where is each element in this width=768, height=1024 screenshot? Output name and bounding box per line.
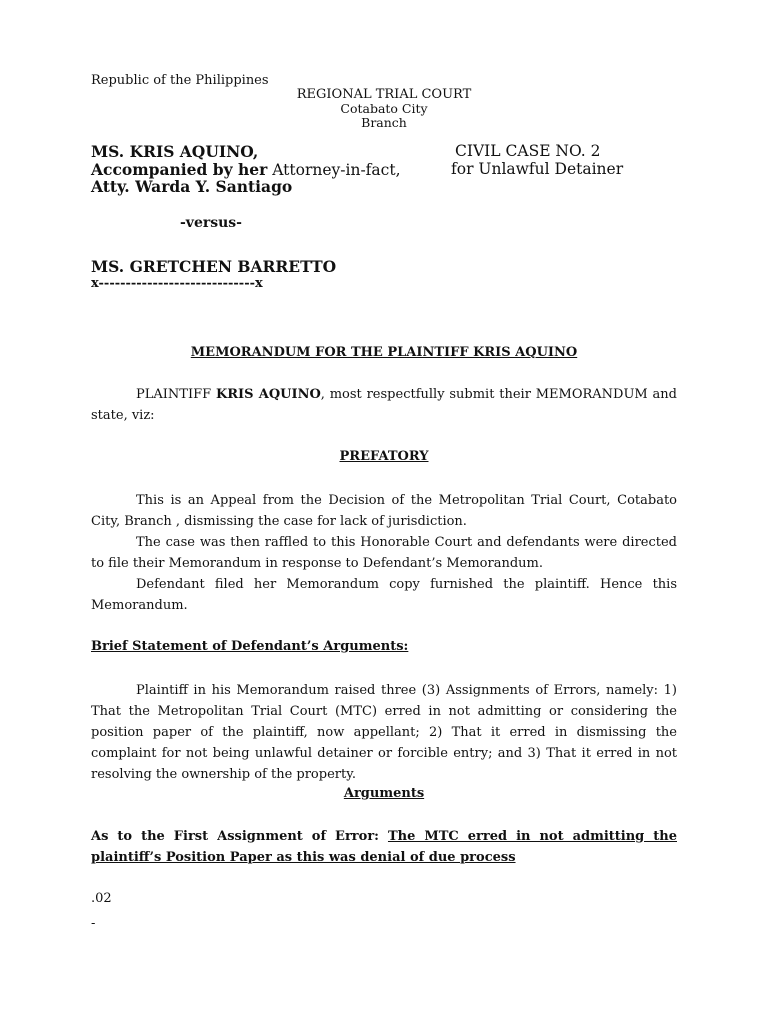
intro-prefix: PLAINTIFF (136, 387, 216, 402)
first-assignment-text: The MTC erred in not admitting the plaintiff’s Position Paper as this was denial of due process (91, 829, 677, 865)
prefatory-text-1: This is an Appeal from the Decision of the Metropolitan Trial Court, Cotabato City, Branch , dismissing the case for lack of jurisdiction. (91, 493, 677, 529)
prefatory-heading: PREFATORY (339, 449, 429, 464)
prefatory-text-2: The case was then raffled to this Honorable Court and defendants were directed to file their Memorandum in response to Defendant’s Memorandum. (91, 535, 677, 571)
defendant-name: MS. GRETCHEN BARRETTO (91, 257, 337, 276)
page-mark: .02 (91, 891, 112, 906)
accompanied-bold: Accompanied by her (91, 160, 268, 179)
brief-text: Plaintiff in his Memorandum raised three (3) Assignments of Errors, namely: 1) That the Metropolitan Trial Court (MTC) erred in not admitting or considering the position paper of the plaintiff, now appellant; 2) That it erred in dismissing the complaint for not being unlawful detainer or forcible entry; and 3) That it erred in not resolving the ownership of the property. (91, 683, 677, 782)
intro-paragraph (91, 384, 677, 426)
case-number: CIVIL CASE NO. 2 (455, 142, 601, 160)
intro-rest: , most respectfully submit their MEMORANDUM and state, viz: (91, 387, 677, 423)
caption-separator: x-----------------------------x (91, 276, 263, 291)
prefatory-text-3: Defendant filed her Memorandum copy furnished the plaintiff. Hence this Memorandum. (91, 577, 677, 613)
court-name: REGIONAL TRIAL COURT (296, 87, 472, 102)
arguments-heading: Arguments (343, 786, 425, 801)
versus-label: -versus- (180, 215, 242, 231)
first-assignment (91, 826, 677, 868)
attorney-name: Atty. Warda Y. Santiago (91, 177, 293, 196)
brief-heading: Brief Statement of Defendant’s Arguments: (91, 639, 409, 654)
dash-mark: - (91, 916, 96, 931)
republic-line: Republic of the Philippines (91, 73, 269, 88)
prefatory-paragraph-2 (91, 532, 677, 574)
first-assignment-label: As to the First Assignment of Error: (91, 829, 388, 844)
case-type: for Unlawful Detainer (451, 160, 624, 178)
brief-paragraph (91, 680, 677, 785)
court-city: Cotabato City (340, 101, 428, 116)
court-branch: Branch (361, 115, 407, 130)
accompanied-rest: Attorney-in-fact, (267, 161, 401, 179)
prefatory-paragraph-1 (91, 490, 677, 532)
intro-plaintiff-name: KRIS AQUINO (215, 387, 321, 402)
plaintiff-name: MS. KRIS AQUINO, (91, 142, 259, 161)
prefatory-paragraph-3 (91, 574, 677, 616)
document-title: MEMORANDUM FOR THE PLAINTIFF KRIS AQUINO (190, 345, 578, 360)
